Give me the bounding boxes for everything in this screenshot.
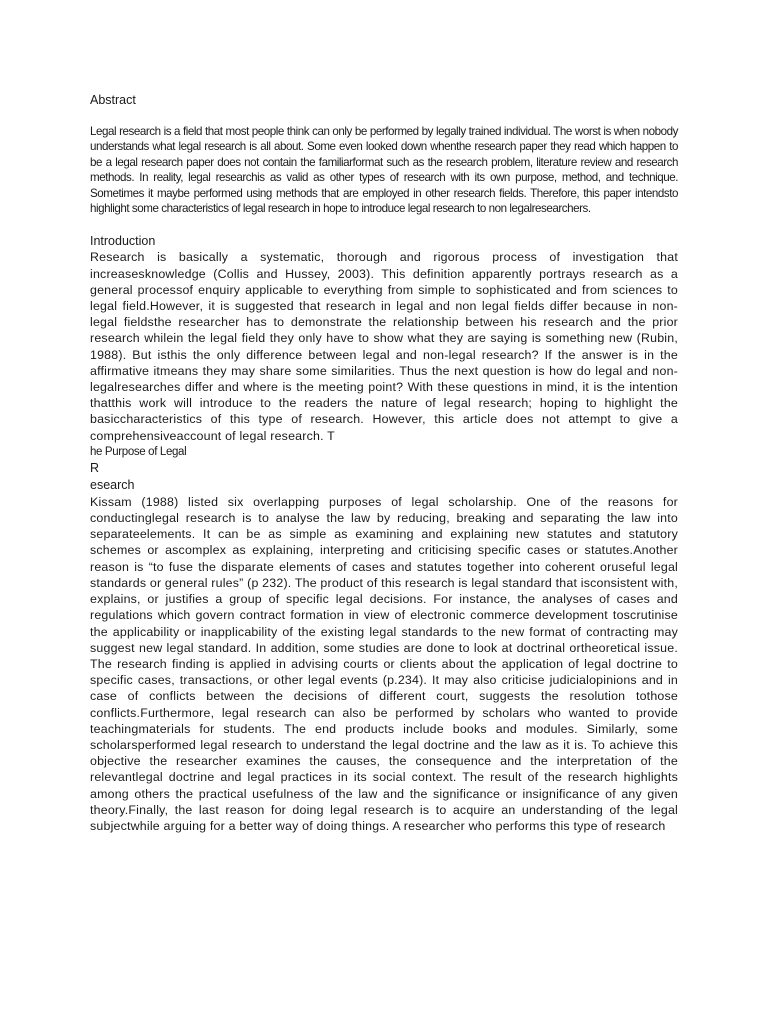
introduction-paragraph: Research is basically a systematic, thorough and rigorous process of investigation that increasesknowledge (Collis and Hussey, 2003). This definition apparently portrays research as a general processof enquiry applicable to everything from simple to sophisticated and from sciences to legal field.However, it is suggested that research in legal and non legal fields differ because in non-legal fieldsthe researcher has to demonstrate the relationship between his research and the prior research whilein the legal field they only have to show what they are saying is something new (Rubin, 1988). But isthis the only difference between legal and non-legal research? If the answer is in the affirmative itmeans they may share some similarities. Thus the next question is how do legal and non-legalresearches differ and where is the meeting point? With these questions in mind, it is the intention thatthis work will introduce to the readers the nature of legal research; hoping to highlight the basiccharacteristics of this type of research. However, this article does not attempt to give a comprehensiveaccount of legal research. T bbox=[90, 250, 678, 443]
introduction-heading: Introduction bbox=[90, 234, 156, 249]
purpose-heading-part2: R bbox=[90, 460, 100, 475]
purpose-heading-part1: he Purpose of Legal bbox=[90, 445, 187, 458]
abstract-heading: Abstract bbox=[90, 93, 136, 107]
abstract-paragraph: Legal research is a field that most people think can only be performed by legally trained individual. The worst is when nobody understands what legal research is all about. Some even looked down whenthe research paper they read which happen to be a legal research paper does not contain the familiarformat such as the research problem, literature review and research methods. In reality, legal researchis as valid as other types of research with its own purpose, method, and technique. Sometimes it maybe performed using methods that are employed in other research fields. Therefore, this paper intendsto highlight some characteristics of legal research in hope to introduce legal research to non legalresearchers. bbox=[90, 125, 678, 216]
purpose-paragraph: Kissam (1988) listed six overlapping purposes of legal scholarship. One of the reasons for conductinglegal research is to analyse the law by reducing, breaking and separating the law into separateelements. It can be as simple as examining and explaining new statutes and statutory schemes or ascomplex as explaining, interpreting and criticising specific cases or statutes.Another reason is “to fuse the disparate elements of cases and statutes together into coherent oruseful legal standards or general rules” (p 232). The product of this research is legal standard that isconsistent with, explains, or justifies a group of specific legal decisions. For instance, the analyses of cases and regulations which govern contract formation in view of electronic commerce development toscrutinise the applicability or inapplicability of the existing legal standards to the new format of contracting may suggest new legal standard. In addition, some studies are done to look at doctrinal ortheoretical issue. The research finding is applied in advising courts or clients about the application of legal doctrine to specific cases, transactions, or other legal events (p.234). It may also criticise judicialopinions and in case of conflicts between the decisions of different court, suggests the resolution tothose conflicts.Furthermore, legal research can also be performed by scholars who wanted to provide teachingmaterials for students. The end products include books and modules. Similarly, some scholarsperformed legal research to understand the legal doctrine and the law as it is. To achieve this objective the researcher examines the causes, the consequence and the interpretation of the relevantlegal doctrine and legal practices in its social context. The result of the research highlights among others the practical usefulness of the law and the significance or insignificance of any given theory.Finally, the last reason for doing legal research is to acquire an understanding of the legal subjectwhile arguing for a better way of doing things. A researcher who performs this type of research bbox=[90, 494, 678, 833]
purpose-heading-part3: esearch bbox=[90, 477, 135, 492]
document-page bbox=[90, 92, 678, 834]
